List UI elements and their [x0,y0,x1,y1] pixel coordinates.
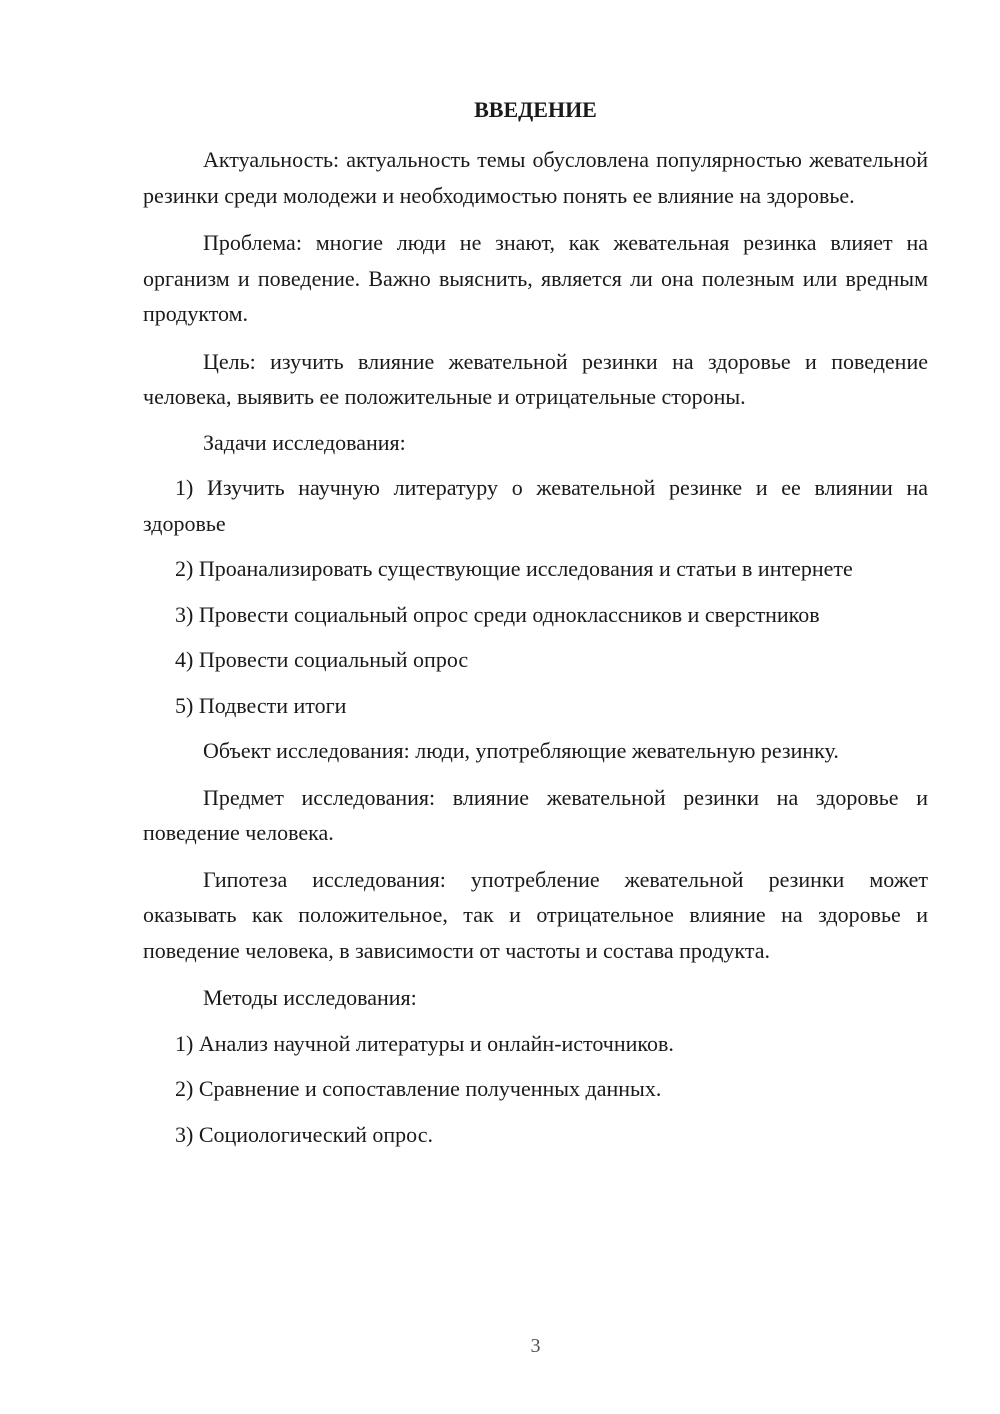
paragraph-problem: Проблема: многие люди не знают, как жевательная резинка влияет на организм и поведение. Важно выяснить, является ли она полезным или вредным продуктом. [143,230,928,326]
task-item-3: 3) Провести социальный опрос среди одноклассников и сверстников [175,601,820,627]
section-title: ВВЕДЕНИЕ [474,97,597,122]
task-item-1: 1) Изучить научную литературу о жевательной резинке и ее влиянии на здоровье [143,475,928,536]
paragraph-relevance: Актуальность: актуальность темы обусловлена популярностью жевательной резинки среди молодежи и необходимостью понять ее влияние на здоровье. [143,147,928,208]
tasks-heading: Задачи исследования: [203,429,406,455]
paragraph-subject: Предмет исследования: влияние жевательной резинки на здоровье и поведение человека. [143,784,928,845]
task-item-4: 4) Провести социальный опрос [175,647,469,672]
page-number: 3 [530,1335,541,1357]
method-item-2: 2) Сравнение и сопоставление полученных данных. [175,1076,662,1101]
paragraph-goal: Цель: изучить влияние жевательной резинки на здоровье и поведение человека, выявить ее положительные и отрицательные стороны. [143,348,928,409]
method-item-1: 1) Анализ научной литературы и онлайн-источников. [175,1030,674,1056]
paragraph-hypothesis: Гипотеза исследования: употребление жевательной резинки может оказывать как положительное, так и отрицательное влияние на здоровье и поведение человека, в зависимости от частоты и состава продукта. [143,866,928,963]
method-item-3: 3) Социологический опрос. [175,1121,433,1147]
document-page [143,92,928,1152]
task-item-2: 2) Проанализировать существующие исследования и статьи в интернете [175,556,853,581]
paragraph-object: Объект исследования: люди, употребляющие жевательную резинку. [203,738,839,763]
methods-heading: Методы исследования: [203,985,417,1010]
task-item-5: 5) Подвести итоги [175,692,347,718]
